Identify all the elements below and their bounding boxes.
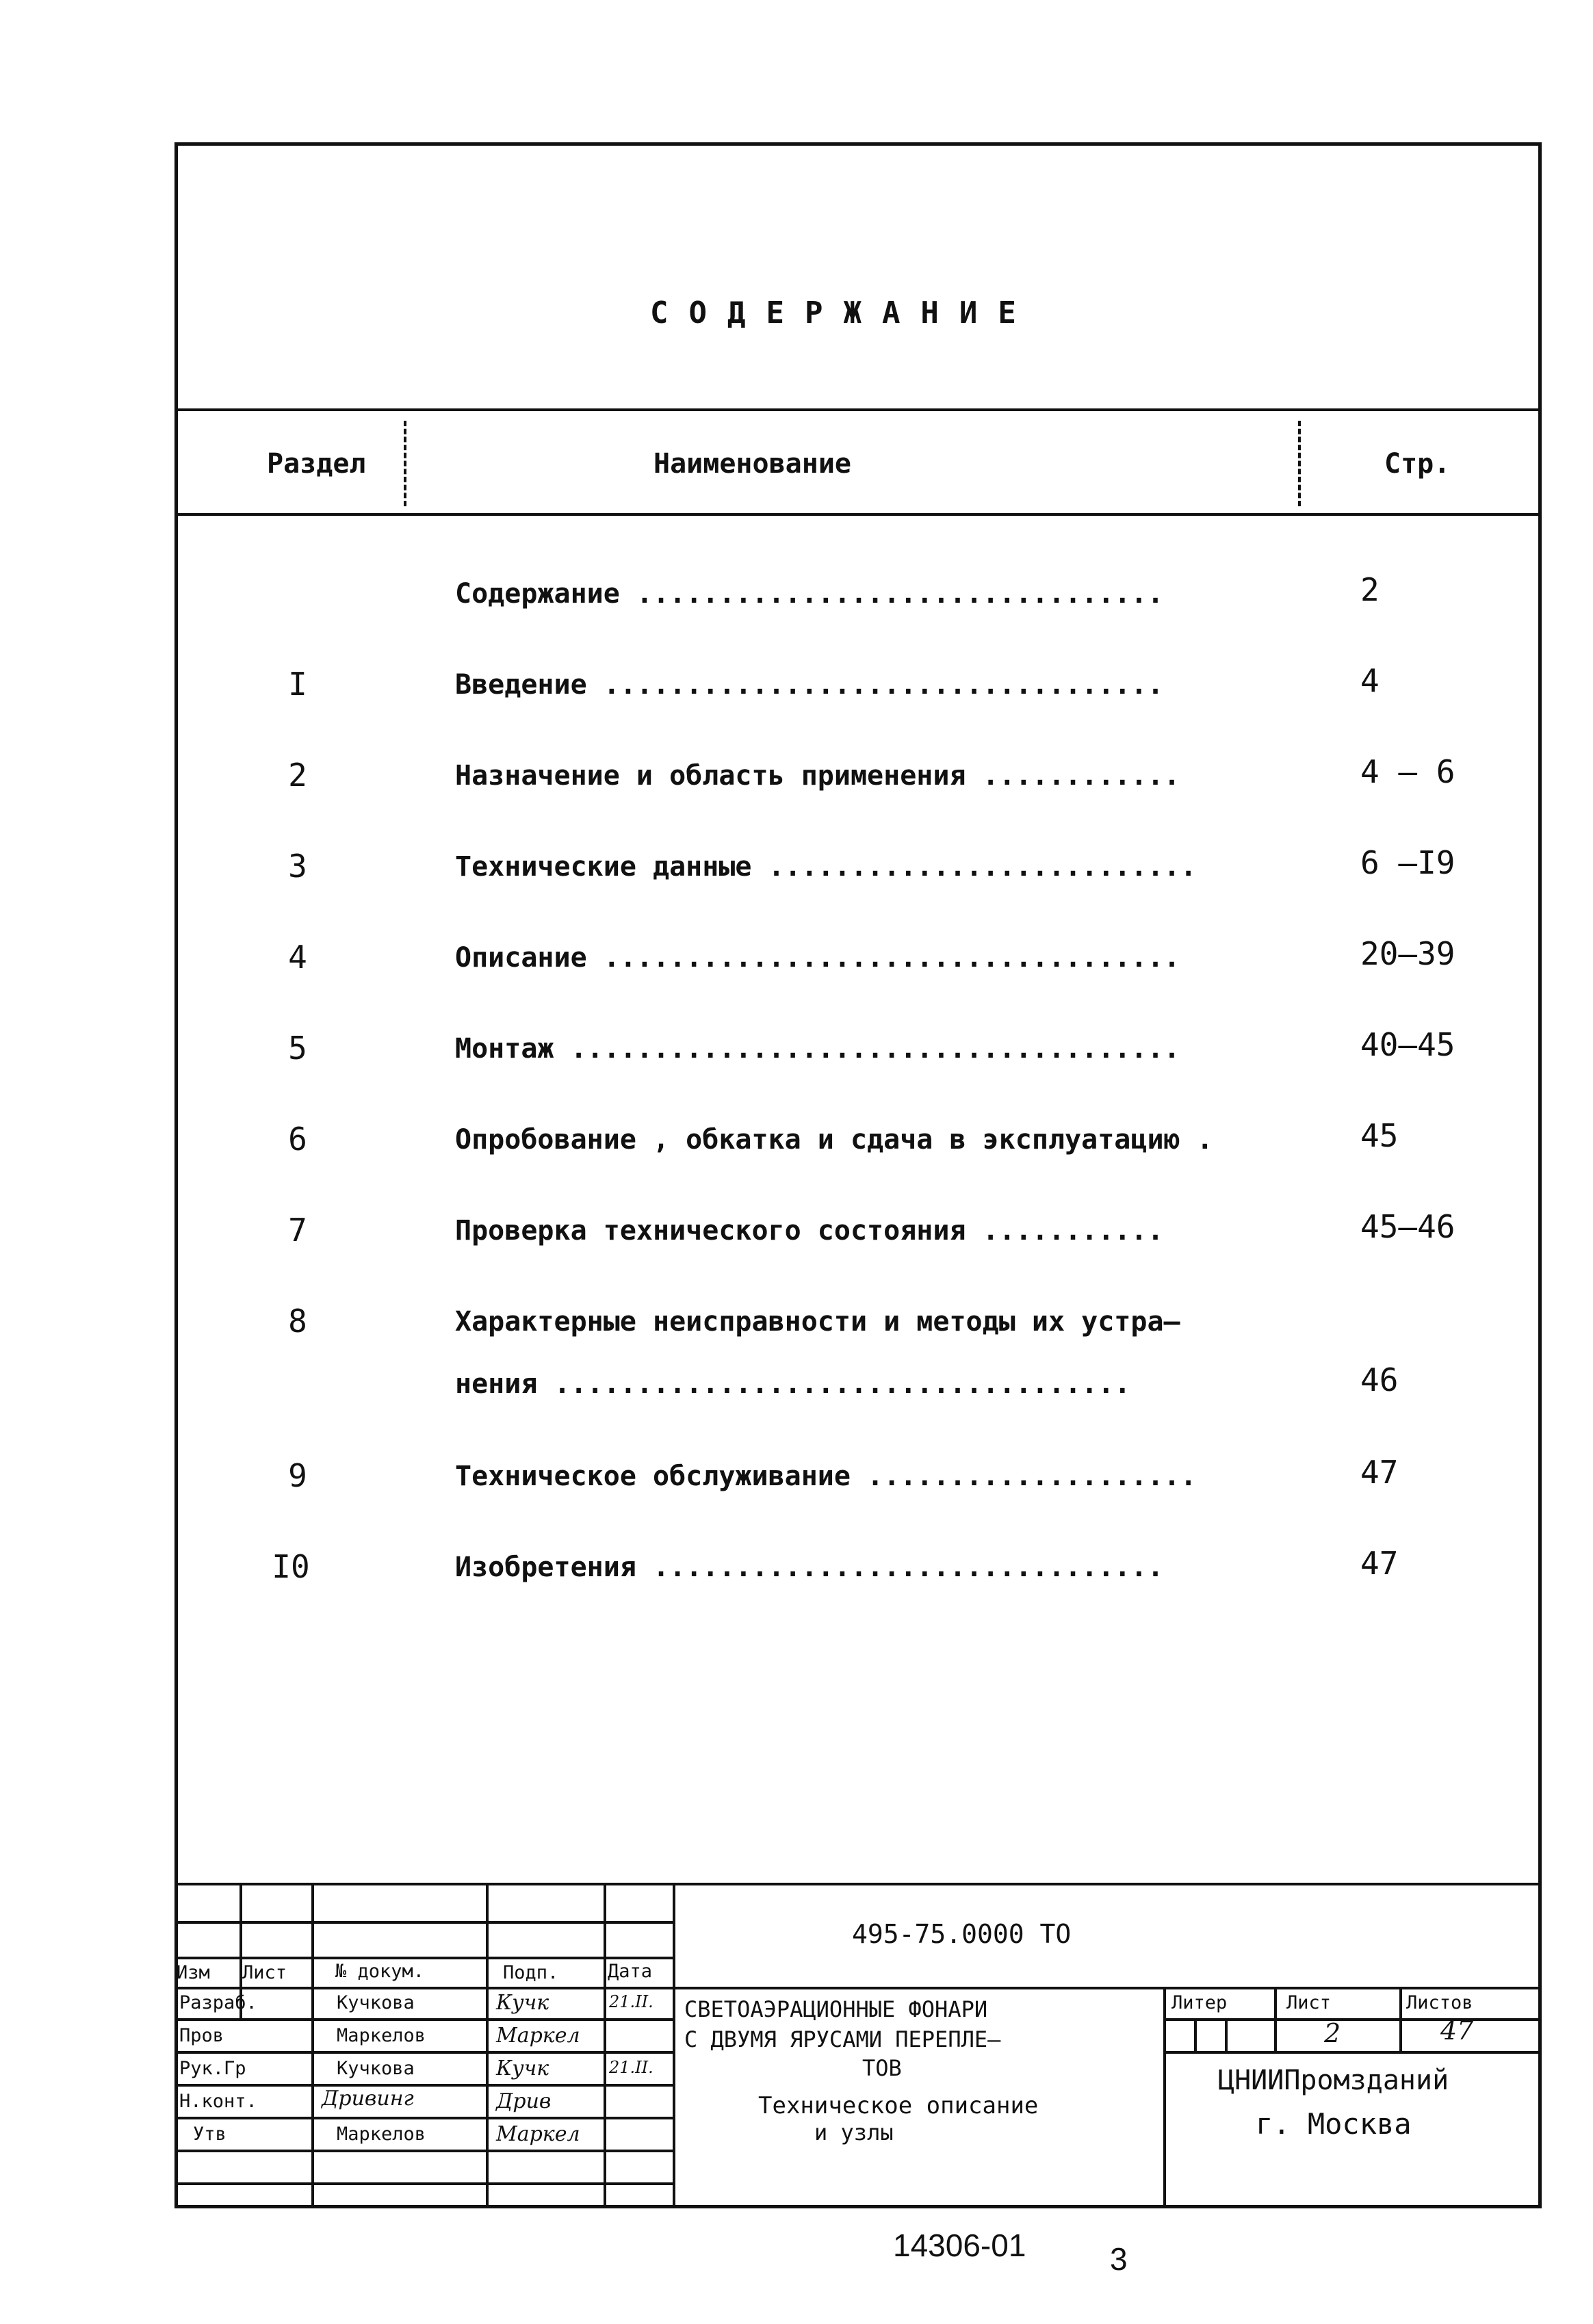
section-number: I [288,666,307,703]
organization-name: ЦНИИПромзданий [1218,2065,1449,2096]
role-name: Кучкова [337,2058,415,2079]
section-number: 8 [288,1303,307,1340]
item-name: Техническое обслуживание .................... [455,1461,1197,1492]
product-subtitle-line-1: Техническое описание [758,2092,1039,2119]
section-number: 4 [288,939,307,976]
stamp-vline [604,1883,606,2208]
role-signature: Кучк [496,1991,549,2015]
item-name: Описание ................................... [455,942,1180,974]
sheets-label: Листов [1406,1992,1473,2013]
document-code: 495-75.0000 ТО [852,1919,1072,1949]
role-signature: Дрив [496,2089,552,2113]
item-page: 46 [1360,1361,1399,1398]
archive-number: 14306-01 [893,2228,1026,2263]
item-page: 4 [1360,662,1380,699]
sheets-value: 47 [1440,2015,1474,2046]
col-header-date: Дата [608,1961,653,1982]
stamp-vline [1225,2018,1228,2051]
section-number: 5 [288,1030,307,1067]
role-signature: Маркел [496,2122,580,2146]
section-number: 2 [288,757,307,794]
item-name: Изобретения ............................... [455,1552,1164,1583]
role-date: 21.II. [609,1992,653,2011]
col-header-izm: Изм [177,1962,210,1983]
item-page: 2 [1360,571,1380,608]
page-frame [174,142,1542,2208]
stamp-line [174,2084,674,2087]
stamp-vline [311,1883,314,2208]
product-title-line-1: СВЕТОАЭРАЦИОННЫЕ ФОНАРИ [684,1996,988,2022]
item-page: 47 [1360,1454,1399,1491]
col-header-list: Лист [242,1962,287,1983]
stamp-vline [1399,1987,1402,2051]
item-page: 4 – 6 [1360,753,1455,790]
item-name: Назначение и область применения ............ [455,760,1180,792]
item-page: 47 [1360,1545,1399,1582]
col-header-sign: Подп. [503,1962,559,1983]
column-header-name: Наименование [653,448,851,480]
item-page: 20–39 [1360,935,1455,972]
item-name-continued: нения ................................... [455,1368,1131,1400]
item-name: Введение .................................. [455,669,1164,701]
role-name: Дривинг [322,2087,414,2111]
role-signature: Маркел [496,2024,580,2048]
role-label: Разраб. [179,1992,257,2013]
section-number: 9 [288,1457,307,1494]
role-label: Пров [179,2025,224,2046]
stamp-line [174,1957,674,1959]
section-number: I0 [272,1548,310,1585]
section-number: 6 [288,1121,307,1158]
product-title-line-2: С ДВУМЯ ЯРУСАМИ ПЕРЕПЛЕ– [684,2026,1001,2052]
stamp-vline [1194,2018,1197,2051]
header-divider-1 [404,421,406,506]
stamp-line [174,2051,674,2054]
stamp-line [1163,2051,1542,2054]
column-header-section: Раздел [267,448,366,480]
stamp-line [174,2117,674,2119]
column-header-page: Стр. [1384,448,1451,480]
organization-city: г. Москва [1256,2107,1412,2141]
stamp-vline [673,1883,675,2208]
stamp-vline [486,1883,489,2208]
header-bottom-line [174,513,1542,516]
role-label: Н.конт. [179,2091,257,2112]
section-number: 3 [288,848,307,885]
sheet-label: Лист [1286,1992,1332,2013]
item-name: Технические данные .......................... [455,851,1197,883]
role-name: Кучкова [337,1992,415,2013]
item-page: 45–46 [1360,1208,1455,1245]
stamp-line [174,2182,674,2185]
item-name: Опробование , обкатка и сдача в эксплуатацию . [455,1124,1213,1156]
stamp-line [1163,2018,1542,2021]
item-name: Проверка технического состояния ........... [455,1215,1164,1246]
stamp-vline [1163,1987,1166,2208]
section-number: 7 [288,1212,307,1249]
item-page: 45 [1360,1117,1399,1154]
col-header-doc-no: № докум. [335,1961,425,1982]
role-signature: Кучк [496,2057,549,2080]
item-name: Монтаж ..................................... [455,1033,1180,1065]
header-top-line [174,408,1542,411]
role-name: Маркелов [337,2124,426,2145]
stamp-top-line [174,1883,1542,1885]
litera-label: Литер [1171,1992,1228,2013]
stamp-line [174,2018,674,2021]
role-label: Утв [193,2124,226,2145]
page-title: СОДЕРЖАНИЕ [650,296,1037,330]
page-number: 3 [1110,2241,1128,2277]
stamp-line [174,1987,1542,1989]
stamp-line [174,2150,674,2152]
header-divider-2 [1298,421,1301,506]
role-name: Маркелов [337,2025,426,2046]
role-label: Рук.Гр [179,2058,246,2079]
role-date: 21.II. [609,2058,653,2077]
item-name: Содержание ................................ [455,578,1164,610]
stamp-vline [1274,1987,1277,2051]
sheet-value: 2 [1324,2018,1341,2048]
product-subtitle-line-2: и узлы [814,2119,894,2145]
item-name: Характерные неисправности и методы их устра– [455,1306,1180,1337]
item-page: 40–45 [1360,1026,1455,1063]
item-page: 6 –I9 [1360,844,1455,881]
product-title-line-3: ТОВ [862,2055,902,2081]
stamp-line [174,1921,674,1924]
